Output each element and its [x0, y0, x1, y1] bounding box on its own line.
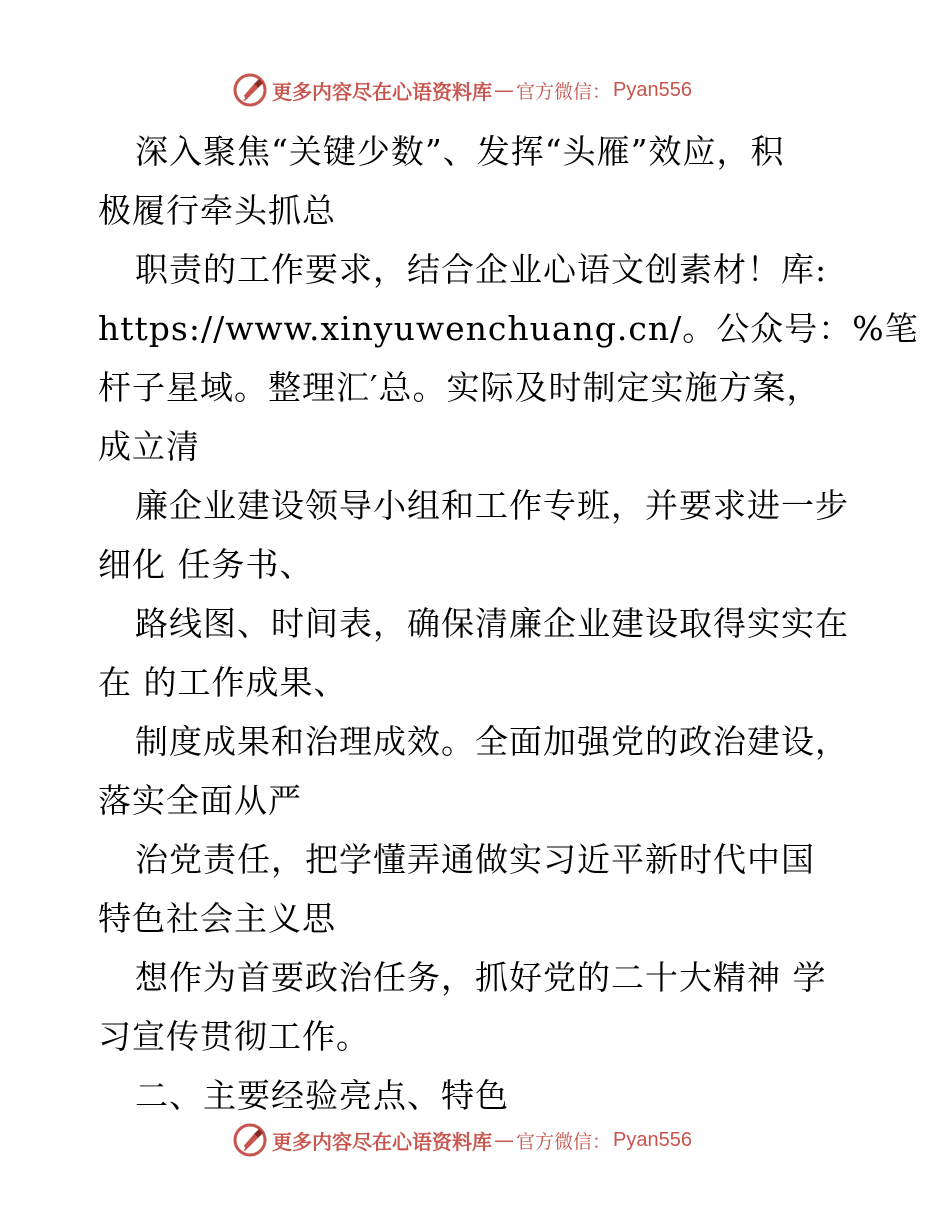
body-line: 治党责任，把学懂弄通做实习近平新时代中国 [135, 840, 815, 879]
section-heading: 二、主要经验亮点、特色 [135, 1076, 509, 1115]
body-line: 深入聚焦“关键少数”、发挥“头雁”效应，积 [135, 132, 785, 171]
banner-title: 更多内容尽在心语资料库 [272, 79, 492, 104]
body-line: 路线图、时间表，确保清廉企业建设取得实实在 [135, 604, 849, 643]
banner-wechat-id: Pyan556 [613, 78, 692, 101]
pen-logo-icon [232, 1122, 268, 1158]
document-body [98, 122, 919, 1125]
body-line: 想作为首要政治任务，抓好党的二十大精神 学 [135, 958, 827, 997]
banner-wechat-id: Pyan556 [613, 1128, 692, 1151]
body-line: 特色社会主义思 [98, 899, 336, 938]
body-line: 在 的工作成果、 [98, 663, 348, 702]
body-line: 杆子星域。整理汇′总。实际及时制定实施方案， [98, 368, 821, 407]
body-line: 制度成果和治理成效。全面加强党的政治建设， [135, 722, 849, 761]
header-banner [232, 70, 692, 110]
body-line: 落实全面从严 [98, 781, 302, 820]
pen-logo-icon [232, 72, 268, 108]
body-line: https://www.xinyuwenchuang.cn/。公众号：%笔 [98, 309, 919, 348]
banner-dash: — [494, 78, 514, 102]
body-line: 成立清 [98, 427, 200, 466]
banner-dash: — [494, 1128, 514, 1152]
body-line: 细化 任务书、 [98, 545, 314, 584]
footer-banner [232, 1120, 692, 1160]
banner-title: 更多内容尽在心语资料库 [272, 1129, 492, 1154]
body-line: 廉企业建设领导小组和工作专班，并要求进一步 [135, 486, 849, 525]
body-line: 极履行牵头抓总 [98, 191, 336, 230]
body-line: 习宣传贯彻工作。 [98, 1017, 370, 1056]
body-line: 职责的工作要求，结合企业心语文创素材！库: [135, 250, 828, 289]
banner-wechat-label: 官方微信： [516, 80, 612, 103]
banner-wechat-label: 官方微信： [516, 1130, 612, 1153]
